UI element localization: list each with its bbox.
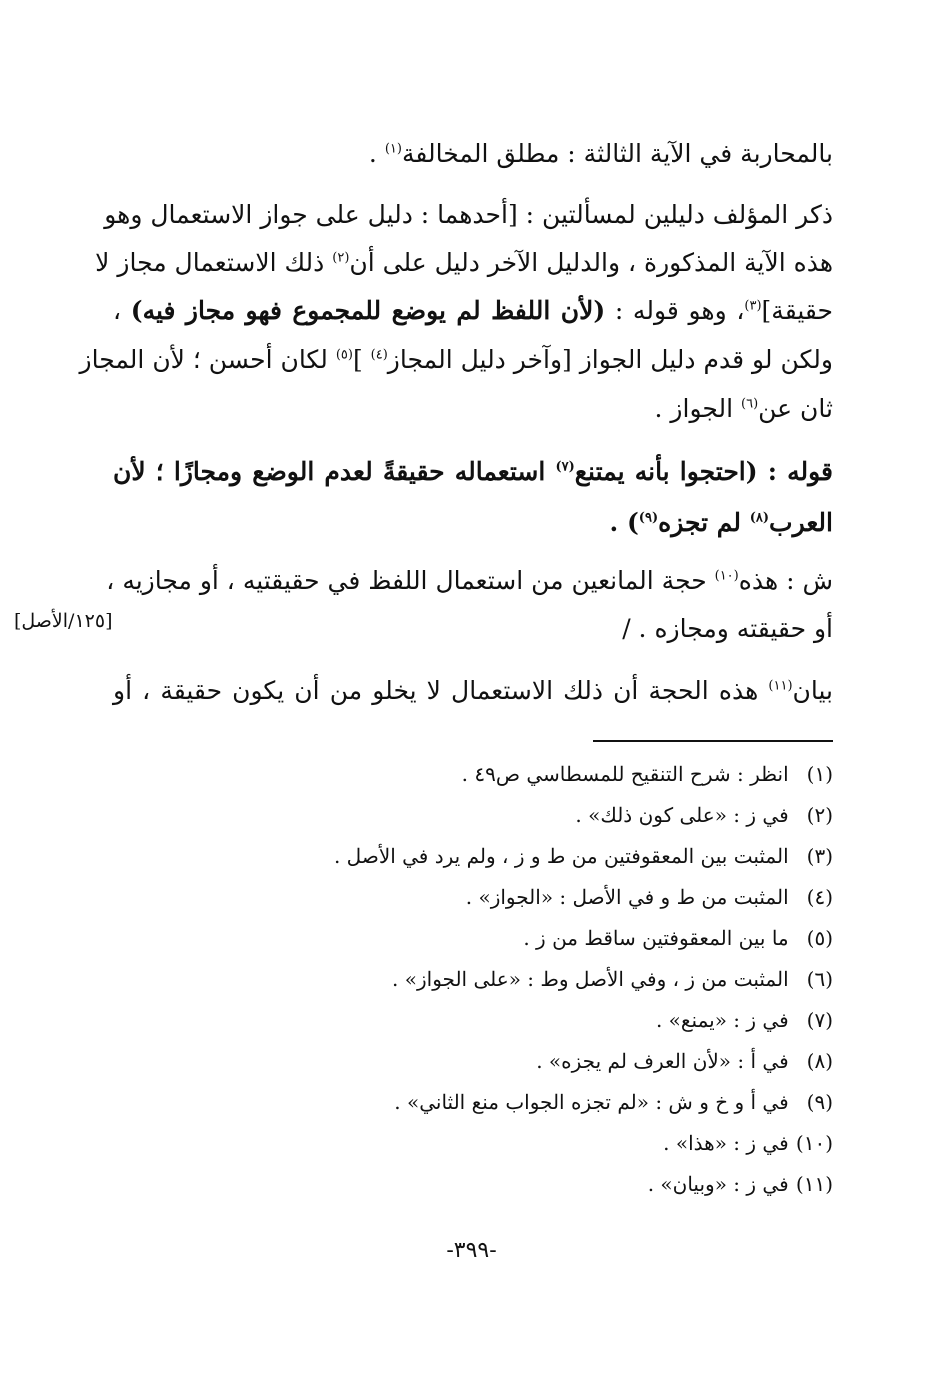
footnote-number: (٣)	[806, 844, 833, 868]
page-number: -٣٩٩-	[446, 1238, 497, 1263]
body-text: ، وهو قوله :	[605, 296, 745, 325]
body-text: هذه الحجة أن ذلك الاستعمال لا يخلو من أن يكون حقيقة ، أو	[113, 676, 769, 705]
footnote-ref[interactable]: (١)	[384, 141, 402, 157]
quoted-text: (لأن اللفظ لم يوضع للمجموع فهو مجاز فيه)	[130, 296, 606, 325]
body-line-1	[113, 134, 833, 174]
footnote-text: انظر : شرح التنقيح للمسطاسي ص٤٩ .	[461, 762, 789, 786]
footnote-item	[133, 923, 833, 953]
body-text: بيان	[792, 676, 833, 705]
footnote-number: (١١)	[795, 1172, 833, 1196]
footnote-item	[133, 1046, 833, 1076]
body-text: ش : هذه	[738, 566, 833, 595]
body-line-11	[113, 671, 833, 711]
footnote-item	[133, 800, 833, 830]
footnote-ref[interactable]: (٢)	[332, 250, 350, 266]
body-line-9	[106, 561, 833, 601]
footnote-text: في ز : «وبيان» .	[647, 1172, 789, 1196]
footnote-item	[133, 882, 833, 912]
body-line-3	[95, 243, 833, 283]
footnote-ref[interactable]: (٨)	[749, 510, 770, 526]
body-text: أو حقيقته ومجازه . /	[622, 614, 833, 643]
footnote-text: في أ و خ و ش : «لم تجزه الجواب منع الثاني» .	[394, 1090, 789, 1114]
footnote-item	[133, 841, 833, 871]
footnote-ref[interactable]: (٤)	[370, 347, 388, 363]
footnote-ref[interactable]: (٧)	[555, 459, 575, 475]
body-text: حقيقة]	[761, 296, 833, 325]
body-text: لكان أحسن ؛ لأن المجاز	[79, 345, 336, 374]
body-text: ذكر المؤلف دليلين لمسألتين : [أحدهما : دليل على جواز الاستعمال وهو	[104, 200, 833, 229]
body-text: هذه الآية المذكورة ، والدليل الآخر دليل على أن	[349, 248, 833, 277]
body-line-5	[79, 340, 833, 380]
footnote-number: (٨)	[806, 1049, 833, 1073]
body-line-6	[113, 389, 833, 429]
quoted-text: العرب	[769, 508, 833, 537]
footnote-item	[133, 1087, 833, 1117]
footnote-number: (٧)	[806, 1008, 833, 1032]
footnote-item	[133, 759, 833, 789]
footnote-item	[133, 1128, 833, 1158]
footnote-number: (١)	[806, 762, 833, 786]
footnote-text: المثبت بين المعقوفتين من ط و ز ، ولم يرد في الأصل .	[333, 844, 789, 868]
body-text: حجة المانعين من استعمال اللفظ في حقيقتيه ، أو مجازيه ،	[106, 566, 715, 595]
body-text: الجواز .	[654, 394, 742, 423]
footnote-text: ما بين المعقوفتين ساقط من ز .	[523, 926, 789, 950]
footnote-text: المثبت من ط و في الأصل : «الجواز» .	[465, 885, 789, 909]
body-text: ولكن لو قدم دليل الجواز [وآخر دليل المجاز	[387, 345, 833, 374]
body-text: بالمحاربة في الآية الثالثة : مطلق المخالفة	[401, 139, 833, 168]
margin-page-reference: [١٢٥/الأصل]	[14, 610, 113, 632]
body-line-4	[113, 291, 833, 331]
footnote-text: في ز : «هذا» .	[663, 1131, 789, 1155]
footnote-number: (٢)	[806, 803, 833, 827]
footnote-ref[interactable]: (٦)	[741, 396, 759, 412]
footnote-number: (٥)	[806, 926, 833, 950]
footnote-ref[interactable]: (١١)	[768, 678, 793, 694]
quoted-text: ) .	[609, 508, 639, 537]
footnote-text: في أ : «لأن العرف لم يجزه» .	[536, 1049, 789, 1073]
footnote-item	[133, 1169, 833, 1199]
footnote-item	[133, 964, 833, 994]
body-text: ،	[113, 296, 131, 325]
footnote-ref[interactable]: (٥)	[335, 347, 353, 363]
body-text: ذلك الاستعمال مجاز لا	[95, 248, 333, 277]
body-line-8	[113, 503, 833, 543]
body-text: ثان عن	[758, 394, 833, 423]
footnote-ref[interactable]: (٩)	[638, 510, 659, 526]
footnote-ref[interactable]: (٣)	[744, 298, 762, 314]
footnote-separator	[593, 740, 833, 742]
footnote-text: في ز : «يمنع» .	[655, 1008, 789, 1032]
footnote-text: في ز : «على كون ذلك» .	[575, 803, 789, 827]
quoted-text: لم تجزه	[658, 508, 750, 537]
footnote-text: المثبت من ز ، وفي الأصل وط : «على الجواز» .	[392, 967, 789, 991]
body-line-10	[113, 609, 833, 649]
quoted-text: قوله : (احتجوا بأنه يمتنع	[574, 457, 833, 486]
footnote-item	[133, 1005, 833, 1035]
footnote-number: (٩)	[806, 1090, 833, 1114]
footnote-ref[interactable]: (١٠)	[714, 568, 739, 584]
footnote-number: (١٠)	[795, 1131, 833, 1155]
quoted-text: استعماله حقيقةً لعدم الوضع ومجازًا ؛ لأن	[113, 457, 556, 486]
body-line-2	[104, 195, 833, 235]
footnote-number: (٦)	[806, 967, 833, 991]
body-line-7	[113, 452, 833, 492]
footnote-number: (٤)	[806, 885, 833, 909]
body-text: ]	[352, 345, 371, 374]
body-text: .	[368, 139, 385, 168]
